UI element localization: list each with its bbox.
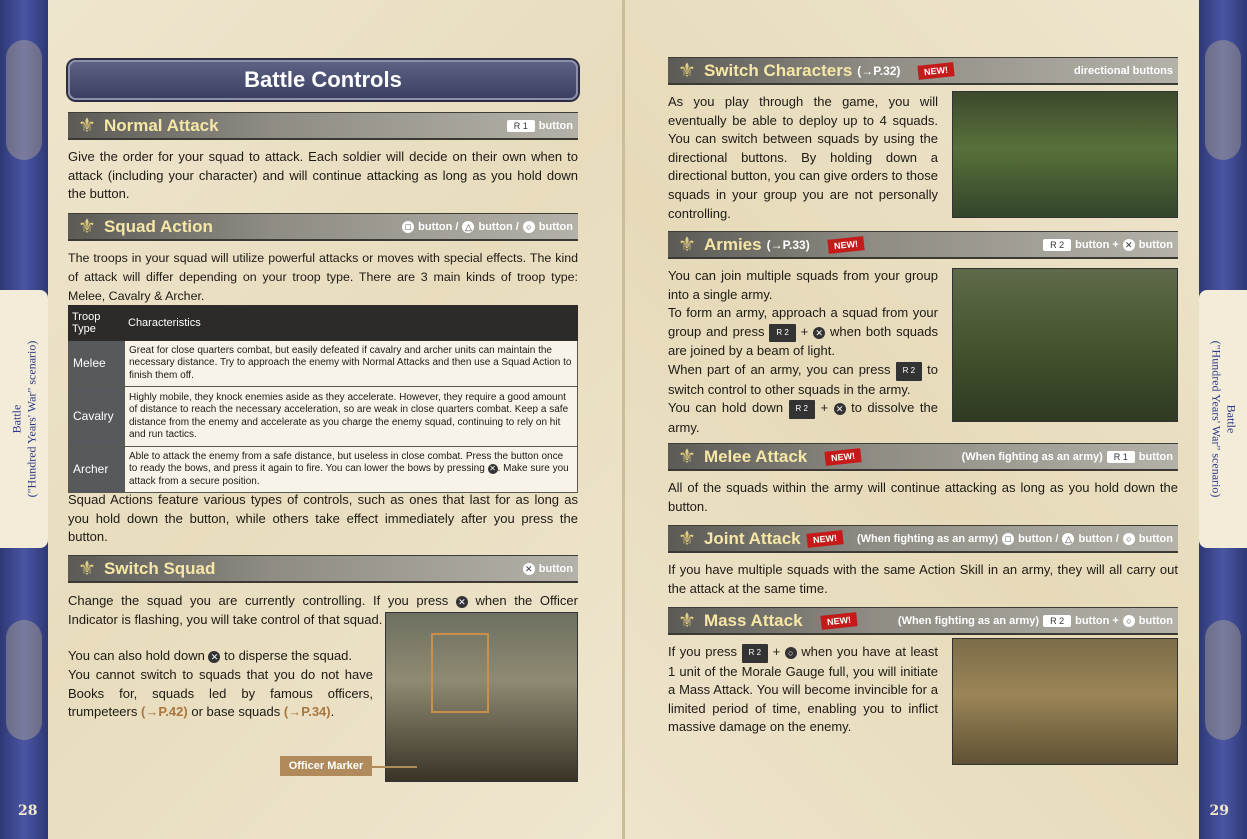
page-title: Battle Controls [68, 60, 578, 100]
tab-line2: ("Hundred Years' War" scenario) [24, 340, 39, 498]
fleur-de-lis-icon: ⚜ [678, 233, 696, 256]
melee-attack-text: All of the squads within the army will continue attacking as long as you hold down the button. [668, 480, 1178, 514]
officer-marker-screenshot [385, 612, 578, 782]
troop-type-table [68, 305, 578, 493]
square-button-icon: □ [402, 221, 414, 233]
cross-button-icon: ✕ [523, 563, 535, 575]
new-badge: NEW! [918, 62, 955, 80]
text-span: If you press [668, 644, 738, 659]
joint-attack-text: If you have multiple squads with the same Action Skill in an army, they will all carry out the attack at the same time. [668, 562, 1178, 596]
r2-button-icon: R 2 [769, 324, 795, 343]
officer-marker-label: Officer Marker [280, 756, 372, 776]
button-label: button / [478, 220, 519, 233]
section-title: Armies [703, 234, 762, 254]
table-header-row [69, 306, 578, 341]
armies-text [668, 267, 938, 437]
cross-button-icon: ✕ [456, 596, 468, 608]
circle-button-icon: ○ [785, 647, 797, 659]
button-label: button [1138, 238, 1173, 251]
sword-emblem-icon [1205, 40, 1241, 160]
section-title: Joint Attack [703, 528, 801, 548]
text-span: You can also hold down [68, 648, 205, 663]
text-span: To form an army, approach a squad from your group and press [668, 305, 938, 339]
column-header: Characteristics [125, 306, 578, 341]
button-label: directional buttons [1074, 64, 1173, 77]
page-reference: (→P.32) [857, 63, 901, 78]
section-title: Mass Attack [703, 610, 803, 630]
section-header-switch-squad [68, 555, 578, 583]
section-title: Switch Characters [703, 60, 853, 80]
switch-squad-p3 [68, 666, 373, 722]
text-span: . [330, 704, 335, 720]
section-title: Normal Attack [103, 115, 219, 135]
fleur-de-lis-icon: ⚜ [678, 609, 696, 632]
characteristics-cell: Great for close quarters combat, but easily defeated if cavalry and archer units can maintain the necessary distance. Try to approach the enemy with Normal Attacks and then use a Squad Action to finish them off. [125, 341, 578, 387]
switch-characters-text: As you play through the game, you will eventually be able to deploy up to 4 squads. You can switch between squads by using the directional buttons. By holding down a directional button, you can give orders to those squads in your group you are not personally controlling. [668, 94, 938, 221]
section-header-normal-attack [68, 112, 578, 140]
normal-attack-text: Give the order for your squad to attack. Each soldier will decide on their own when to attack (including your character) and will continue attacking as long as you hold down the button. [68, 149, 578, 202]
cross-button-icon: ✕ [1123, 239, 1135, 251]
r2-button-icon: R 2 [742, 644, 768, 663]
table-row [69, 387, 578, 447]
circle-button-icon: ○ [1123, 533, 1135, 545]
r1-button-icon: R 1 [507, 120, 535, 132]
text-span: Change the squad you are currently controlling. If you press [68, 593, 449, 608]
section-header-switch-characters [668, 57, 1178, 85]
mass-attack-text: If you press R 2 + ○ when you have at least 1 unit of the Morale Gauge full, you will initiate a Mass Attack. You will become invincible for a limited period of time, enabling you to inflict massive damage on the enemy. [668, 644, 938, 735]
squad-action-intro: The troops in your squad will utilize powerful attacks or moves with special effects. The kind of attack will differ depending on your troop type. There are 3 main kinds of troop type: Melee, Cavalry & Archer. [68, 251, 578, 303]
characteristics-cell [125, 447, 578, 493]
cross-button-icon: ✕ [813, 327, 825, 339]
triangle-button-icon: △ [1062, 533, 1074, 545]
tab-line2: ("Hundred Years' War" scenario) [1209, 340, 1224, 498]
switch-characters-screenshot [952, 91, 1178, 218]
officer-indicator-frame [431, 633, 489, 713]
chapter-tab-right [1199, 290, 1247, 548]
troop-type-cell: Archer [69, 447, 125, 493]
new-badge: NEW! [820, 612, 857, 630]
button-label: button + [1075, 614, 1119, 627]
text-span: You can hold down [668, 400, 784, 416]
fleur-de-lis-icon: ⚜ [678, 59, 696, 82]
mass-attack-screenshot [952, 638, 1178, 765]
text-span: to switch control to other squads in the army. [668, 361, 938, 397]
cell-text: Able to attack the enemy from a safe distance, but useless in close combat. Press the button once to ready the bows, and press it again to fire. You can lower the bows by pressing [129, 450, 564, 475]
button-label: button [1138, 614, 1173, 627]
page-reference: (→P.34) [283, 704, 331, 720]
button-label: button [1138, 450, 1173, 463]
section-header-joint-attack [668, 525, 1178, 553]
table-row [69, 447, 578, 493]
new-badge: NEW! [825, 448, 862, 466]
cross-button-icon: ✕ [834, 403, 846, 415]
button-label: button + [1075, 238, 1119, 251]
new-badge: NEW! [827, 236, 864, 254]
page-number-right: 29 [1209, 803, 1229, 819]
fleur-emblem-icon [6, 620, 42, 740]
armies-screenshot [952, 268, 1178, 422]
page-number-left: 28 [18, 803, 38, 819]
tab-line1: Battle [9, 404, 24, 434]
r2-button-icon: R 2 [896, 362, 922, 381]
page-spine [622, 0, 625, 839]
button-label: button / [1078, 532, 1119, 545]
condition-label: (When fighting as an army) [856, 532, 999, 545]
page-reference: (→P.33) [766, 237, 810, 252]
text-line: You can hold down R 2 + ✕ to dissolve the army. [668, 400, 938, 435]
troop-type-cell: Melee [69, 341, 125, 387]
text-span: when the Officer Indicator is flashing, you will take control of that squad. [68, 593, 578, 627]
square-button-icon: □ [1002, 533, 1014, 545]
fleur-de-lis-icon: ⚜ [678, 527, 696, 550]
button-label: button [538, 220, 573, 233]
condition-label: (When fighting as an army) [897, 614, 1040, 627]
marker-line [372, 766, 417, 768]
triangle-button-icon: △ [462, 221, 474, 233]
r2-button-icon: R 2 [789, 400, 815, 419]
r1-button-icon: R 1 [1107, 451, 1135, 463]
fleur-de-lis-icon: ⚜ [78, 215, 96, 238]
text-span: when both squads are joined by a beam of light. [668, 323, 938, 359]
button-label: button / [1018, 532, 1059, 545]
fleur-emblem-icon [1205, 620, 1241, 740]
tab-line1: Battle [1224, 404, 1239, 434]
condition-label: (When fighting as an army) [961, 450, 1103, 463]
page-reference: (→P.42) [141, 704, 188, 720]
text-span: to disperse the squad. [224, 648, 353, 663]
characteristics-cell: Highly mobile, they knock enemies aside as they accelerate. However, they require a good amount of distance to reach the necessary acceleration, so are weak in close quarters combat. Keep a safe distance from the enemy and accelerate as you charge the enemy squad, continuing to rely on hit and run tactics. [125, 387, 578, 447]
fleur-de-lis-icon: ⚜ [678, 445, 696, 468]
section-title: Melee Attack [703, 446, 808, 466]
section-header-mass-attack [668, 607, 1178, 635]
circle-button-icon: ○ [523, 221, 535, 233]
new-badge: NEW! [806, 530, 843, 548]
cross-button-icon: ✕ [208, 651, 220, 663]
chapter-tab-left [0, 290, 48, 548]
section-title: Switch Squad [103, 558, 216, 578]
fleur-de-lis-icon: ⚜ [78, 557, 96, 580]
cell-text: . Make sure you attack from a secure position. [129, 463, 569, 487]
section-header-squad-action [68, 213, 578, 241]
r2-button-icon: R 2 [1043, 239, 1071, 251]
circle-button-icon: ○ [1123, 615, 1135, 627]
table-row [69, 341, 578, 387]
fleur-de-lis-icon: ⚜ [78, 114, 96, 137]
sword-emblem-icon [6, 40, 42, 160]
section-title: Squad Action [103, 216, 213, 236]
button-label: button / [418, 220, 459, 233]
text-line [668, 361, 938, 399]
text-span: to dissolve the army. [668, 400, 938, 435]
text-span: You cannot switch to squads that you do not have Books for, squads led by famous officers, trumpeteers [68, 667, 373, 720]
column-header: Troop Type [69, 306, 125, 341]
button-label: button [1138, 532, 1173, 545]
text-span: When part of an army, you can press [668, 361, 891, 377]
button-label: button [538, 119, 573, 132]
section-header-melee-attack [668, 443, 1178, 471]
text-line: To form an army, approach a squad from your group and press R 2 + ✕ when both squads are joined by a beam of light. [668, 305, 938, 359]
button-label: button [538, 562, 573, 575]
text-span: when you have at least 1 unit of the Morale Gauge full, you will initiate a Mass Attack. You will become invincible for a limited period of time, enabling you to inflict massive damage on the enemy. [668, 644, 938, 735]
text-line: You can join multiple squads from your group into a single army. [668, 268, 938, 302]
section-header-armies [668, 231, 1178, 259]
troop-type-cell: Cavalry [69, 387, 125, 447]
text-span: or base squads [191, 704, 281, 720]
switch-squad-p2 [68, 647, 373, 666]
cross-button-icon: ✕ [489, 464, 496, 474]
squad-action-outro: Squad Actions feature various types of controls, such as ones that last for as long as you hold down the button, while others take effect immediately after you press the button. [68, 492, 578, 545]
r2-button-icon: R 2 [1043, 615, 1071, 627]
